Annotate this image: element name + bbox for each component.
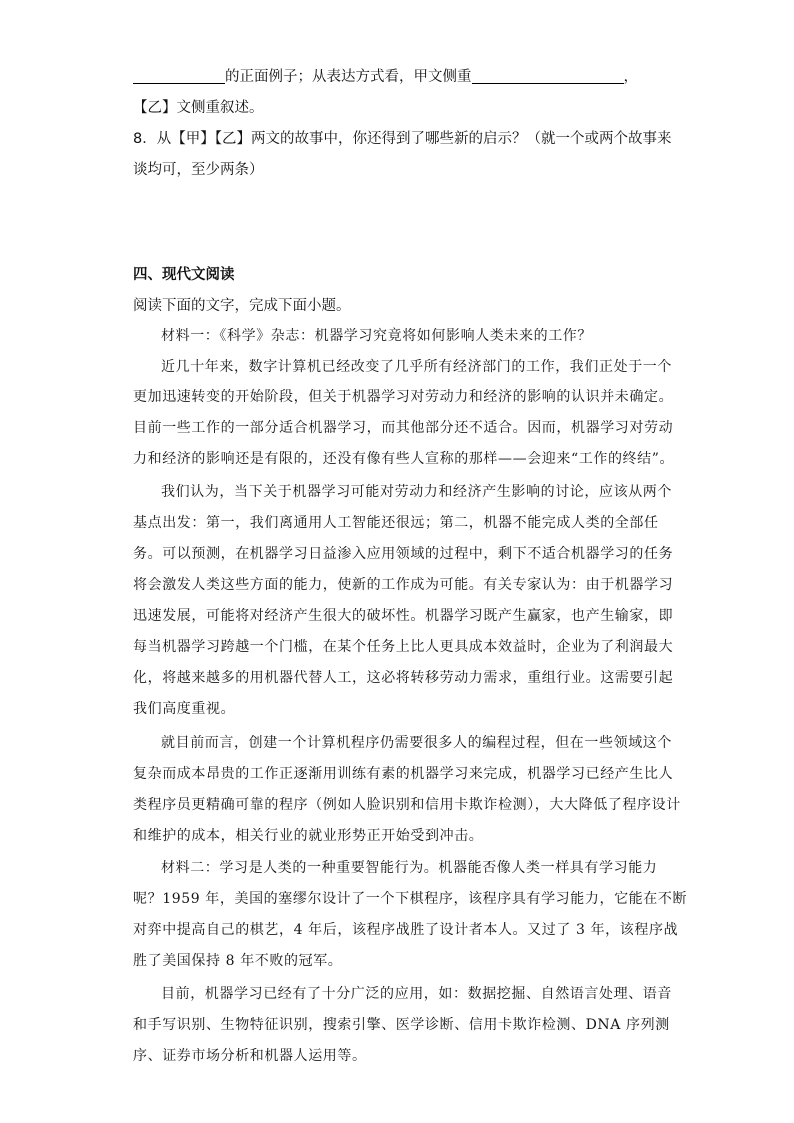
section-instruction: 阅读下面的文字，完成下面小题。 [133, 298, 351, 314]
answer-blank-1[interactable] [133, 67, 225, 84]
passage-line: 和手写识别、生物特征识别，搜索引擎、医学诊断、信用卡欺诈检测、DNA 序列测 [133, 1017, 670, 1033]
passage-line: 复杂而成本昂贵的工作正逐渐用训练有素的机器学习来完成，机器学习已经产生比人 [133, 766, 674, 782]
passage-line: 每当机器学习跨越一个门槛，在某个任务上比人更具成本效益时，企业为了利润最大 [133, 639, 674, 655]
passage-line: 近几十年来，数字计算机已经改变了几乎所有经济部门的工作，我们正处于一个 [161, 359, 672, 375]
passage-line: 我们认为，当下关于机器学习可能对劳动力和经济产生影响的讨论，应该从两个 [161, 484, 672, 500]
q7-text-mid: 的正面例子；从表达方式看，甲文侧重 [225, 69, 472, 85]
passage-line: 化，将越来越多的用机器代替人工，这必将转移劳动力需求，重组行业。这需要引起 [133, 670, 674, 686]
passage-line: 就目前而言，创建一个计算机程序仍需要很多人的编程过程，但在一些领域这个 [161, 735, 672, 751]
passage-line: 对弈中提高自己的棋艺，4 年后，该程序战胜了设计者本人。又过了 3 年，该程序战 [133, 922, 679, 938]
q8-line-2: 谈均可，至少两条） [133, 162, 264, 178]
passage-line: 呢？1959 年，美国的塞缪尔设计了一个下棋程序，该程序具有学习能力，它能在不断 [133, 891, 688, 907]
passage-line: 类程序员更精确可靠的程序（例如人脸识别和信用卡欺诈检测），大大降低了程序设计 [133, 797, 681, 813]
answer-blank-2[interactable] [472, 67, 624, 84]
q7-line-2: 【乙】文侧重叙述。 [133, 100, 264, 116]
passage-line: 序、证券市场分析和机器人运用等。 [133, 1048, 367, 1064]
passage-line: 务。可以预测，在机器学习日益渗入应用领域的过程中，剩下不适合机器学习的任务 [133, 546, 674, 562]
passage-line: 和维护的成本，相关行业的就业形势正开始受到冲击。 [133, 828, 484, 844]
passage-line: 胜了美国保持 8 年不败的冠军。 [133, 953, 343, 969]
passage-line: 目前一些工作的一部分适合机器学习，而其他部分还不适合。因而，机器学习对劳动 [133, 420, 674, 436]
section-heading: 四、现代文阅读 [133, 267, 235, 283]
passage-line: 材料一：《科学》杂志：机器学习究竟将如何影响人类未来的工作？ [161, 328, 592, 344]
q7-answer-line [133, 67, 638, 87]
passage-line: 基点出发：第一，我们离通用人工智能还很远；第二，机器不能完成人类的全部任 [133, 515, 659, 531]
passage-line: 更加迅速转变的开始阶段，但关于机器学习对劳动力和经济的影响的认识并未确定。 [133, 389, 674, 405]
passage-line: 力和经济的影响还是有限的，还没有像有些人宣称的那样——会迎来“工作的终结”。 [133, 451, 675, 467]
q8-line-1: 8．从【甲】【乙】两文的故事中，你还得到了哪些新的启示？（就一个或两个故事来 [133, 131, 672, 147]
passage-line: 材料二：学习是人类的一种重要智能行为。机器能否像人类一样具有学习能力 [161, 860, 658, 876]
passage-line: 我们高度重视。 [133, 701, 236, 717]
passage-line: 将会激发人类这些方面的能力，使新的工作成为可能。有关专家认为：由于机器学习 [133, 577, 674, 593]
q7-text-end: ， [623, 69, 638, 85]
passage-line: 迅速发展，可能将对经济产生很大的破坏性。机器学习既产生赢家，也产生输家，即 [133, 608, 674, 624]
passage-line: 目前，机器学习已经有了十分广泛的应用，如：数据挖掘、自然语言处理、语音 [161, 986, 672, 1002]
